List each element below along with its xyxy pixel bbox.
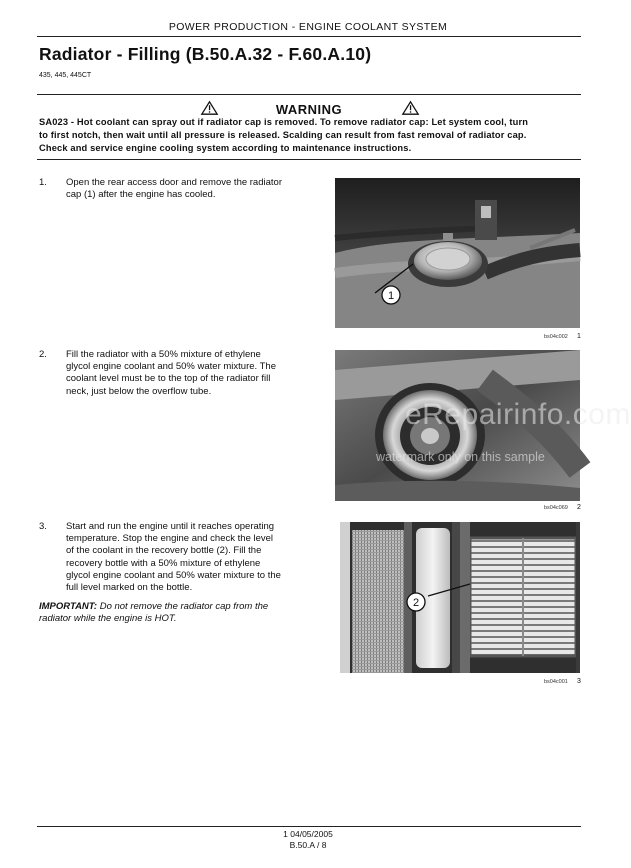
recovery-bottle-image	[340, 522, 580, 673]
watermark-subtext: watermark only on this sample	[376, 450, 545, 464]
page-title: Radiator - Filling (B.50.A.32 - F.60.A.10)	[39, 44, 372, 64]
step-line: neck, just below the overflow tube.	[66, 385, 212, 397]
step-line: glycol engine coolant and 50% water mixture. The	[66, 361, 277, 373]
figure-code: bs04c069	[544, 505, 568, 511]
callout-1: 1	[387, 290, 395, 302]
step-text	[66, 349, 312, 398]
figure-number: 2	[577, 504, 581, 511]
warning-line: SA023 - Hot coolant can spray out if radiator cap is removed. To remove radiator cap: Let system cool, turn	[39, 117, 529, 127]
note-line: radiator while the engine is HOT.	[39, 613, 177, 625]
figure-code: bs04c002	[544, 334, 568, 340]
step-text	[66, 177, 312, 201]
step-number: 1.	[39, 177, 47, 188]
model-list: 435, 445, 445CT	[39, 72, 92, 79]
step-number: 2.	[39, 349, 47, 360]
step-text	[66, 521, 312, 594]
figure-radiator-cap-photo	[335, 178, 580, 328]
figure-number: 1	[577, 333, 581, 340]
header-rule	[37, 36, 581, 37]
step-line: coolant level must be to the top of the radiator fill	[66, 373, 271, 385]
warning-icon	[402, 101, 419, 115]
footer-page-ref: B.50.A / 8	[289, 840, 327, 850]
warning-bottom-rule	[37, 159, 581, 160]
watermark-text: eRepairinfo.com	[405, 398, 631, 431]
step-line: Start and run the engine until it reaches operating	[66, 521, 275, 532]
step-3	[39, 521, 329, 597]
step-line: recovery bottle with a 50% mixture of ethylene	[66, 557, 261, 569]
warning-heading	[37, 101, 581, 117]
footer-date: 1 04/05/2005	[283, 829, 333, 839]
step-line: temperature. Stop the engine and check the level	[66, 533, 274, 545]
radiator-cap-image	[335, 178, 580, 328]
important-label: IMPORTANT:	[39, 601, 98, 612]
warning-text	[39, 116, 584, 155]
step-line: Fill the radiator with a 50% mixture of ethylene	[66, 349, 261, 360]
footer	[0, 829, 616, 851]
warning-line: Check and service engine cooling system according to maintenance instructions.	[39, 143, 412, 153]
figure-fill-neck-photo	[335, 350, 631, 501]
figure-recovery-bottle-photo	[340, 522, 580, 673]
warning-line: to first notch, then wait until all pressure is released. Scalding can result from fast removal of radiator cap.	[39, 130, 527, 140]
step-line: Open the rear access door and remove the radiator	[66, 177, 282, 188]
figure-code: bs04c001	[544, 679, 568, 685]
step-line: cap (1) after the engine has cooled.	[66, 189, 216, 201]
note-line: Do not remove the radiator cap from the	[97, 601, 269, 612]
step-line: glycol engine coolant and 50% water mixture to the	[66, 569, 281, 581]
step-line: of the coolant in the recovery bottle (2). Fill the	[66, 545, 262, 557]
warning-top-rule	[37, 94, 581, 95]
step-line: full level marked on the bottle.	[66, 582, 193, 594]
step-2	[39, 349, 329, 401]
footer-rule	[37, 826, 581, 827]
important-note	[39, 601, 311, 625]
figure-number: 3	[577, 678, 581, 685]
warning-title: WARNING	[275, 102, 343, 117]
step-1	[39, 177, 329, 207]
running-header: POWER PRODUCTION - ENGINE COOLANT SYSTEM	[168, 21, 448, 33]
callout-2: 2	[412, 597, 420, 609]
step-number: 3.	[39, 521, 47, 532]
